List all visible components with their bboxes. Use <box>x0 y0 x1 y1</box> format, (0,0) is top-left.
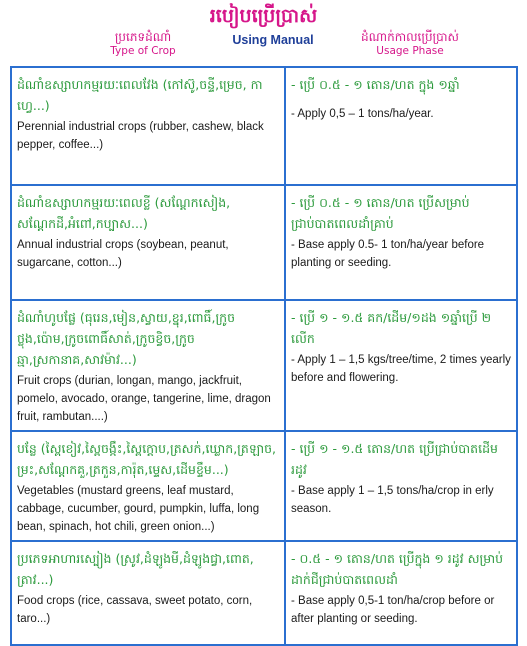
usage-cell <box>285 431 517 541</box>
crop-en: Perennial industrial crops (rubber, cashew, black pepper, coffee...) <box>17 121 264 151</box>
header-usage-phase <box>330 30 490 58</box>
header-crop-type <box>78 30 208 58</box>
crop-km: ដំណាំឧស្សាហកម្មរយៈពេលខ្លី (សណ្ដែកសៀង, សណ្ដែកដី,អំពៅ,កប្បាស...) <box>17 195 231 231</box>
header-crop-type-en: Type of Crop <box>110 45 176 57</box>
usage-cell <box>285 67 517 185</box>
crop-km: ដំណាំហូបផ្លែ (ធុរេន,មៀន,ស្វាយ,ខ្នុរ,ពោធិ៍,ក្រូចថ្លុង,ប៉ោម,ក្រូចពោធិ៍សាត់,ក្រូចខ្វិច,ក្រូចឆ្មា,ស្រកានាគ,សាវម៉ាវ...) <box>17 310 236 367</box>
page-title: របៀបប្រើប្រាស់ <box>209 5 318 27</box>
usage-km: - ប្រើ ១ - ១.៥ គក/ដើម/១ដង ១ឆ្នាំប្រើ ២ លើក <box>291 310 492 346</box>
usage-km: - ប្រើ ០.៥ - ១ តោន/ហត ក្នុង ១ឆ្នាំ <box>291 77 460 92</box>
usage-km: - ប្រើ ០.៥ - ១ តោន/ហត ប្រើសម្រាប់ជ្រាប់បាតពេលដាំគ្រាប់ <box>291 195 470 231</box>
table-row <box>11 300 517 431</box>
crop-en: Fruit crops (durian, longan, mango, jackfruit, pomelo, avocado, orange, tangerine, lime, dragon fruit, rambutan....) <box>17 375 271 423</box>
usage-en: - Base apply 0.5- 1 ton/ha/year before planting or seeding. <box>291 239 485 269</box>
usage-km: - ប្រើ ១ - ១.៥ តោន/ហត ប្រើជ្រាប់បាតដើមរដូវ <box>291 441 498 477</box>
usage-cell <box>285 541 517 645</box>
header-usage-phase-en: Usage Phase <box>376 45 444 57</box>
header-usage-phase-km: ដំណាក់កាលប្រើប្រាស់ <box>361 30 459 44</box>
table-row <box>11 67 517 185</box>
usage-en: - Apply 1 – 1,5 kgs/tree/time, 2 times yearly before and flowering. <box>291 354 511 384</box>
crop-cell <box>11 431 285 541</box>
crop-cell <box>11 67 285 185</box>
crop-cell <box>11 300 285 431</box>
table-row <box>11 541 517 645</box>
usage-km: - ០.៥ - ១ តោន/ហត ប្រើក្នុង ១ រដូវ សម្រាប់ដាក់ជីជ្រាប់បាតពេលដាំ <box>291 551 504 587</box>
usage-en: - Base apply 1 – 1,5 tons/ha/crop in erly season. <box>291 485 494 515</box>
crop-km: ដំណាំឧស្សាហកម្មរយៈពេលវែង (កៅស៊ូ,ចន្ទី,ម្រេច, កាហ្វេ...) <box>17 77 263 113</box>
crop-en: Vegetables (mustard greens, leaf mustard, cabbage, cucumber, gourd, pumpkin, luffa, long bean, spinach, hot chili, green onion...) <box>17 485 260 533</box>
crop-en: Food crops (rice, cassava, sweet potato, corn, taro...) <box>17 595 253 625</box>
crop-cell <box>11 185 285 300</box>
usage-cell <box>285 185 517 300</box>
usage-en: - Base apply 0,5-1 ton/ha/crop before or after planting or seeding. <box>291 595 495 625</box>
usage-en: - Apply 0,5 – 1 tons/ha/year. <box>291 108 434 120</box>
table-row <box>11 185 517 300</box>
usage-cell <box>285 300 517 431</box>
table-row <box>11 431 517 541</box>
header-using-manual: Using Manual <box>232 33 314 47</box>
crop-en: Annual industrial crops (soybean, peanut, sugarcane, cotton...) <box>17 239 229 269</box>
crop-km: ប្រភេទអាហារស្បៀង (ស្រូវ,ដំឡូងមី,ដំឡូងជ្វា,ពោត, ត្រាវ...) <box>17 551 254 587</box>
crop-km: បន្លែ (ស្ពៃខៀវ,ស្ពៃចង្កឹះ,ស្ពៃក្ដោប,ត្រសក់,ឃ្លោក,ត្រឡាច, ម្រះ,សណ្ដែកគួ,ត្រកួន,ការ៉ុត,ម្ទេស,ដើមខ្ទឹម...) <box>17 441 277 477</box>
usage-table <box>10 66 518 646</box>
header-crop-type-km: ប្រភេទដំណាំ <box>114 30 172 44</box>
crop-cell <box>11 541 285 645</box>
